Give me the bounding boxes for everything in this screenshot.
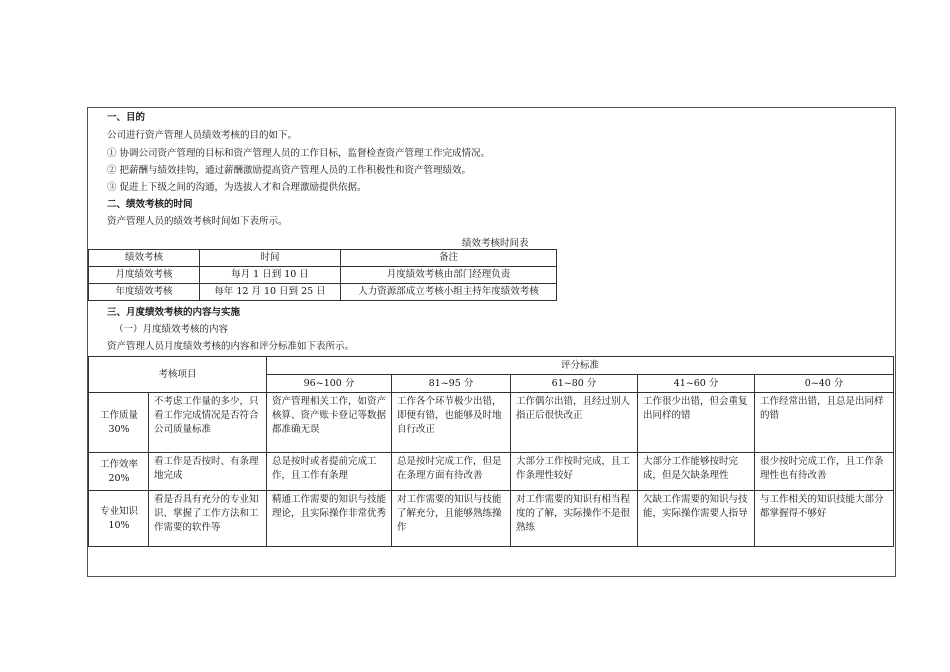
table-header-cell: 绩效考核 — [89, 250, 200, 267]
item-name: 工作质量 — [99, 409, 138, 421]
score-cell: 大部分工作按时完成，且工作条理性较好 — [511, 453, 638, 491]
item-content-cell: 看是否具有充分的专业知识、掌握了工作方法和工作需要的软件等 — [149, 491, 267, 547]
score-cell: 工作经常出错，且总是出同样的错 — [755, 393, 894, 453]
section1-point-3: ③ 促进上下级之间的沟通，为选拔人才和合理激励提供依据。 — [107, 182, 367, 193]
section1-heading: 一、目的 — [107, 112, 146, 123]
section2-heading: 二、绩效考核的时间 — [107, 199, 193, 210]
criteria-header-cell: 评分标准 — [267, 357, 894, 375]
item-weight: 30% — [108, 423, 130, 435]
item-name-cell — [89, 393, 149, 453]
item-name: 专业知识 — [99, 505, 138, 517]
table-cell: 月度绩效考核 — [89, 267, 200, 284]
item-header-cell: 考核项目 — [89, 357, 267, 393]
score-cell: 工作偶尔出错，且经过别人指正后很快改正 — [511, 393, 638, 453]
score-cell: 精通工作需要的知识与技能理论，且实际操作非常优秀 — [267, 491, 392, 547]
schedule-table-caption: 绩效考核时间表 — [462, 238, 529, 249]
criteria-table — [88, 356, 894, 547]
score-header-cell: 41~60 分 — [638, 375, 755, 393]
table-row — [89, 284, 557, 301]
table-cell: 年度绩效考核 — [89, 284, 200, 301]
score-cell: 大部分工作能够按时完成，但是欠缺条理性 — [638, 453, 755, 491]
table-header-cell: 时间 — [200, 250, 341, 267]
score-cell: 工作各个环节极少出错，即便有错，也能够及时地自行改正 — [392, 393, 511, 453]
item-name: 工作效率 — [99, 458, 138, 470]
section3-subheading: （一）月度绩效考核的内容 — [114, 324, 229, 335]
score-header-cell: 61~80 分 — [511, 375, 638, 393]
table-cell: 人力资源部成立考核小组主持年度绩效考核 — [341, 284, 557, 301]
score-cell: 总是按时或者提前完成工作，且工作有条理 — [267, 453, 392, 491]
score-header-cell: 81~95 分 — [392, 375, 511, 393]
section3-heading: 三、月度绩效考核的内容与实施 — [107, 307, 241, 318]
section1-point-1: ① 协调公司资产管理的目标和资产管理人员的工作目标，监督检查资产管理工作完成情况。 — [107, 148, 491, 159]
item-weight: 10% — [108, 519, 130, 531]
item-name-cell — [89, 491, 149, 547]
section1-point-2: ② 把薪酬与绩效挂钩，通过薪酬激励提高资产管理人员的工作积极性和资产管理绩效。 — [107, 165, 472, 176]
score-cell: 与工作相关的知识技能大部分都掌握得不够好 — [755, 491, 894, 547]
score-cell: 对工作需要的知识有相当程度的了解，实际操作不是很熟练 — [511, 491, 638, 547]
item-weight: 20% — [108, 472, 130, 484]
table-header-row — [89, 250, 557, 267]
table-row — [89, 453, 894, 491]
item-name-cell — [89, 453, 149, 491]
item-content-cell: 不考虑工作量的多少，只看工作完成情况是否符合公司质量标准 — [149, 393, 267, 453]
score-cell: 欠缺工作需要的知识与技能，实际操作需要人指导 — [638, 491, 755, 547]
item-content-cell: 看工作是否按时、有条理地完成 — [149, 453, 267, 491]
score-cell: 工作很少出错，但会重复出同样的错 — [638, 393, 755, 453]
section2-intro: 资产管理人员的绩效考核时间如下表所示。 — [107, 216, 288, 227]
score-cell: 很少按时完成工作，且工作条理性也有待改善 — [755, 453, 894, 491]
score-cell: 资产管理相关工作，如资产核算、资产账卡登记等数据都准确无误 — [267, 393, 392, 453]
table-cell: 每年 12 月 10 日到 25 日 — [200, 284, 341, 301]
table-row — [89, 491, 894, 547]
criteria-header-row — [89, 357, 894, 375]
table-row — [89, 267, 557, 284]
table-cell: 月度绩效考核由部门经理负责 — [341, 267, 557, 284]
score-header-cell: 96~100 分 — [267, 375, 392, 393]
section3-intro: 资产管理人员月度绩效考核的内容和评分标准如下表所示。 — [107, 341, 355, 352]
score-header-cell: 0~40 分 — [755, 375, 894, 393]
table-cell: 每月 1 日到 10 日 — [200, 267, 341, 284]
score-cell: 对工作需要的知识与技能了解充分，且能够熟练操作 — [392, 491, 511, 547]
schedule-table — [88, 249, 557, 301]
score-cell: 总是按时完成工作，但是在条理方面有待改善 — [392, 453, 511, 491]
table-header-cell: 备注 — [341, 250, 557, 267]
table-row — [89, 393, 894, 453]
section1-intro: 公司进行资产管理人员绩效考核的目的如下。 — [107, 130, 298, 141]
